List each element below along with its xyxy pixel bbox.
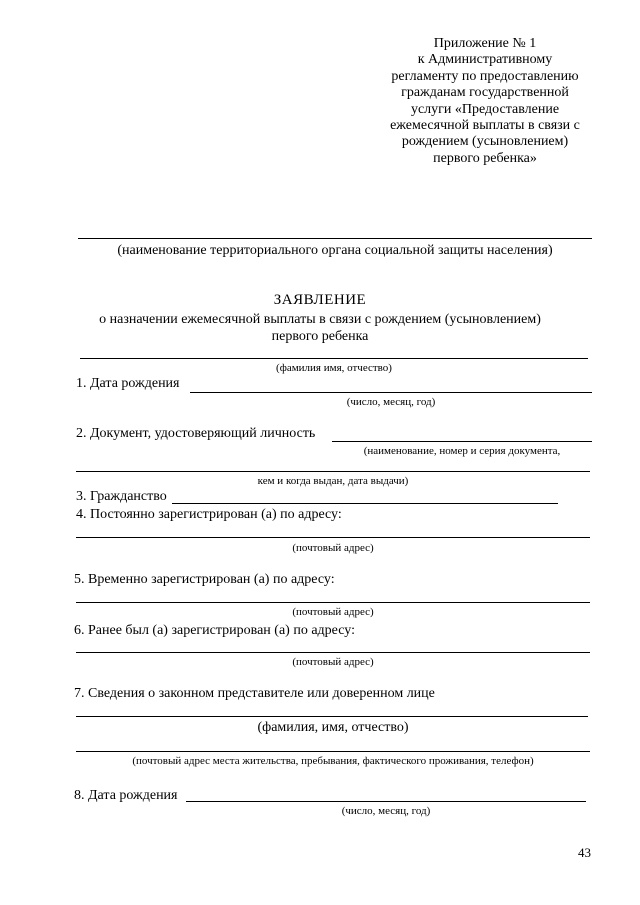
appendix-line: гражданам государственной [401,85,569,101]
citizenship-line[interactable] [172,503,558,504]
permanent-address-caption: (почтовый адрес) [292,542,374,554]
authority-name-line[interactable] [78,238,592,239]
representative-address-line[interactable] [76,751,590,752]
fio-line[interactable] [80,358,588,359]
previous-address-line[interactable] [76,652,590,653]
representative-birth-date-label: 8. Дата рождения [74,788,178,803]
temporary-address-line[interactable] [76,602,590,603]
document-label: 2. Документ, удостоверяющий личность [76,426,316,441]
appendix-line: ежемесячной выплаты в связи с [390,118,580,134]
document-line-2[interactable] [76,471,590,472]
representative-name-line[interactable] [76,716,588,717]
permanent-address-line[interactable] [76,537,590,538]
appendix-line: Приложение № 1 [433,36,537,51]
citizenship-label: 3. Гражданство [76,489,167,504]
representative-name-caption: (фамилия, имя, отчество) [257,720,409,735]
representative-birth-date-caption: (число, месяц, год) [341,805,431,817]
representative-birth-date-line[interactable] [186,801,586,802]
document-line-1[interactable] [332,441,592,442]
document-subtitle-line2: первого ребенка [271,329,369,344]
authority-caption: (наименование территориального органа социальной защиты населения) [117,243,553,258]
document-caption-1: (наименование, номер и серия документа, [363,445,561,457]
birth-date-label: 1. Дата рождения [76,376,180,391]
temporary-address-label: 5. Временно зарегистрирован (а) по адресу: [74,572,335,587]
birth-date-line[interactable] [190,392,592,393]
representative-label: 7. Сведения о законном представителе или доверенном лице [74,686,435,701]
appendix-line: рождением (усыновлением) [401,134,569,150]
previous-address-label: 6. Ранее был (а) зарегистрирован (а) по адресу: [74,623,355,638]
temporary-address-caption: (почтовый адрес) [292,606,374,618]
document-subtitle-line1: о назначении ежемесячной выплаты в связи с рождением (усыновлением) [99,312,541,327]
birth-date-caption: (число, месяц, год) [346,396,436,408]
previous-address-caption: (почтовый адрес) [292,656,374,668]
representative-address-caption: (почтовый адрес места жительства, пребывания, фактического проживания, телефон) [132,755,534,767]
appendix-block [360,36,610,167]
appendix-line: первого ребенка» [433,150,537,166]
appendix-line: услуги «Предоставление [410,101,560,117]
document-title: ЗАЯВЛЕНИЕ [273,292,367,308]
page-number: 43 [578,845,591,860]
appendix-line: регламенту по предоставлению [391,68,579,84]
permanent-address-label: 4. Постоянно зарегистрирован (а) по адресу: [76,507,342,522]
appendix-line: к Административному [417,52,553,68]
fio-caption: (фамилия имя, отчество) [276,362,392,374]
document-caption-2: кем и когда выдан, дата выдачи) [257,475,409,487]
